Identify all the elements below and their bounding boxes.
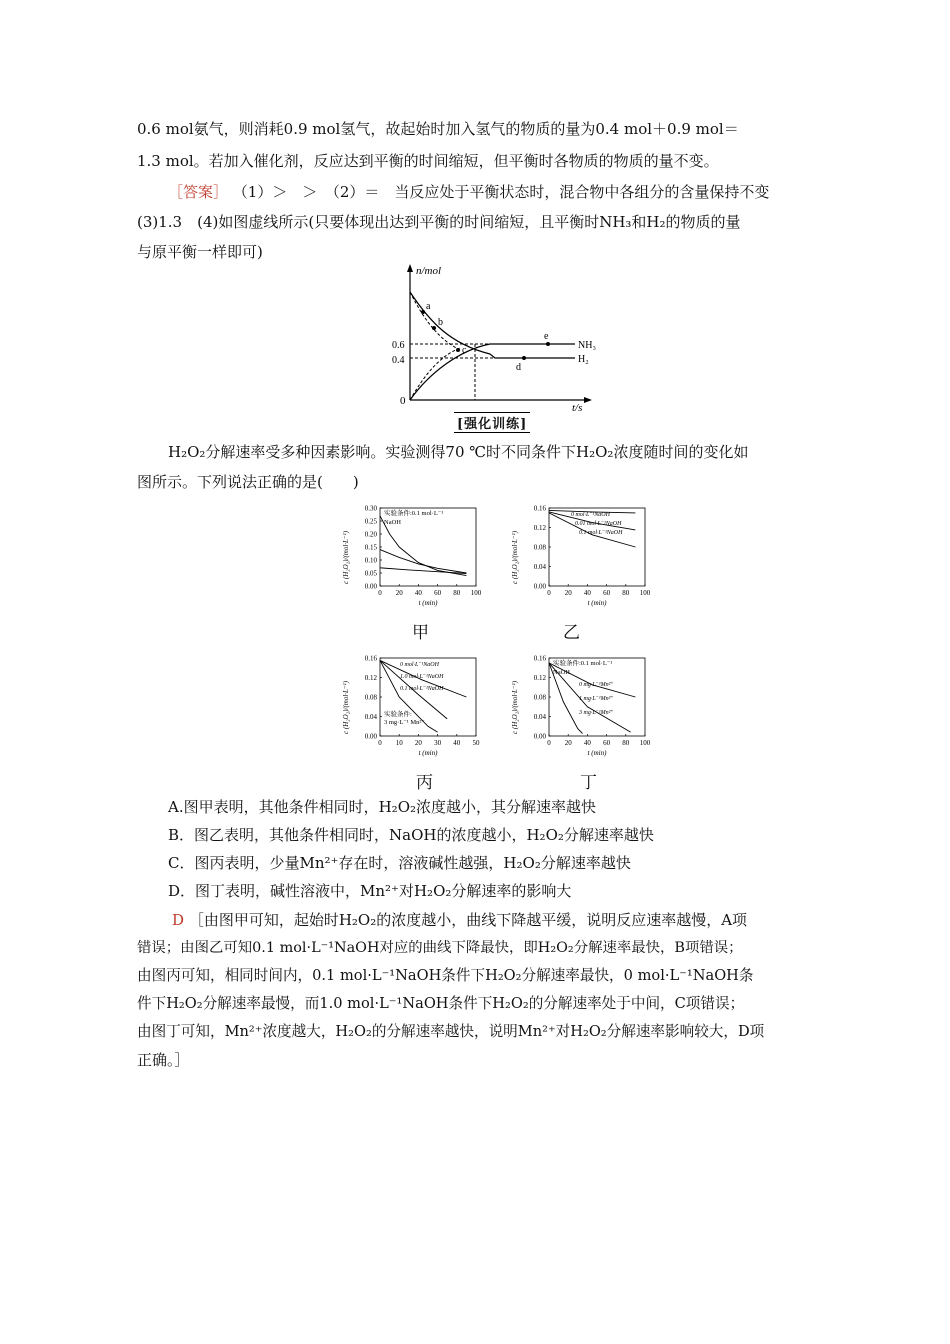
chart-ding — [505, 650, 655, 762]
annotation-text: NaOH — [384, 519, 401, 526]
eq-ytick-04: 0.4 — [392, 355, 405, 366]
answer-block — [168, 180, 769, 204]
eq-nh3-dashed — [410, 348, 460, 400]
legend-label: 3 mg·L⁻¹Mn²⁺ — [579, 710, 614, 716]
chart-bing — [336, 650, 486, 762]
solution-line-3: 由图丙可知，相同时间内，0.1 mol·L⁻¹NaOH条件下H₂O₂分解速率最快，0 mol·L⁻¹NaOH条 — [137, 967, 754, 984]
caption-ding: 丁 — [580, 773, 597, 793]
eq-label-b: b — [438, 317, 443, 328]
series-line-0 — [549, 663, 635, 697]
y-tick-label: 0.04 — [364, 713, 377, 721]
y-tick-label: 0.25 — [364, 517, 377, 526]
y-tick-label: 0.16 — [533, 504, 546, 513]
legend-label: 1 mg·L⁻¹Mn²⁺ — [579, 696, 614, 702]
series-line-1 — [380, 550, 466, 573]
x-tick-label: 0 — [547, 739, 551, 747]
section-tag: [ 强化训练 ] — [454, 412, 530, 433]
option-a: A.图甲表明，其他条件相同时，H₂O₂浓度越小，其分解速率越快 — [168, 798, 597, 816]
eq-point-a — [421, 310, 425, 314]
intro-line-1: 0.6 mol氨气，则消耗0.9 mol氢气，故起始时加入氢气的物质的量为0.4 mol＋0.9 mol＝ — [137, 120, 739, 138]
x-tick-label: 40 — [583, 739, 591, 747]
option-c: C．图丙表明，少量Mn²⁺存在时，溶液碱性越强，H₂O₂分解速率越快 — [168, 854, 631, 872]
legend-label: 1.0 mol·L⁻¹NaOH — [400, 674, 444, 680]
x-tick-label: 60 — [603, 589, 611, 597]
x-tick-label: 100 — [470, 589, 482, 597]
y-tick-label: 0.30 — [364, 504, 377, 513]
eq-series-nh3: NH₃ — [578, 340, 596, 351]
x-tick-label: 0 — [378, 739, 382, 747]
annotation-text: 实验条件:0.1 mol·L⁻¹ — [553, 660, 613, 667]
eq-h2-dashed — [410, 292, 460, 350]
x-tick-label: 0 — [547, 589, 551, 597]
annotation-text: 3 mg·L⁻¹ Mn²⁺ — [384, 719, 425, 726]
y-tick-label: 0.04 — [533, 713, 546, 721]
x-tick-label: 40 — [583, 589, 591, 597]
option-b: B．图乙表明，其他条件相同时，NaOH的浓度越小，H₂O₂分解速率越快 — [168, 826, 654, 844]
y-tick-label: 0.00 — [364, 732, 377, 741]
y-tick-label: 0.00 — [533, 582, 546, 591]
x-tick-label: 40 — [414, 589, 422, 597]
option-d: D．图丁表明，碱性溶液中，Mn²⁺对H₂O₂分解速率的影响大 — [168, 882, 572, 900]
y-tick-label: 0.10 — [364, 556, 377, 565]
x-tick-label: 40 — [453, 739, 461, 747]
x-tick-label: 20 — [414, 739, 422, 747]
x-tick-label: 10 — [395, 739, 403, 747]
intro-line-2: 1.3 mol。若加入催化剂，反应达到平衡的时间缩短，但平衡时各物质的物质的量不变。 — [137, 152, 719, 170]
y-tick-label: 0.05 — [364, 569, 377, 578]
x-tick-label: 60 — [603, 739, 611, 747]
y-tick-label: 0.16 — [364, 654, 377, 663]
y-axis-label: c (H₂O₂)/(mol·L⁻¹) — [511, 530, 519, 584]
x-tick-label: 60 — [434, 589, 442, 597]
y-tick-label: 0.00 — [364, 582, 377, 591]
eq-xlabel: t/s — [572, 402, 583, 412]
chart-yi — [505, 500, 655, 612]
annotation-text: 实验条件:0.1 mol·L⁻¹ — [384, 510, 444, 517]
caption-jia: 甲 — [412, 623, 429, 643]
caption-bing: 丙 — [416, 773, 433, 793]
question-line-2: 图所示。下列说法正确的是( ) — [137, 473, 359, 491]
legend-label: 0 mg·L⁻¹Mn²⁺ — [579, 682, 614, 688]
y-axis-label: c (H₂O₂)/(mol·L⁻¹) — [342, 530, 350, 584]
eq-origin: 0 — [400, 395, 406, 407]
x-tick-label: 80 — [622, 739, 630, 747]
y-axis-label: c (H₂O₂)/(mol·L⁻¹) — [511, 680, 519, 734]
caption-yi: 乙 — [563, 623, 580, 643]
x-tick-label: 20 — [564, 589, 572, 597]
x-axis-label: t (min) — [587, 749, 607, 757]
eq-nh3-curve — [410, 344, 575, 400]
eq-point-e — [546, 342, 550, 346]
solution-line-2: 错误；由图乙可知0.1 mol·L⁻¹NaOH对应的曲线下降最快，即H₂O₂分解速率最快，B项错误； — [137, 940, 743, 956]
y-tick-label: 0.12 — [533, 524, 546, 532]
answer-tag: ［答案］ — [168, 183, 229, 201]
y-tick-label: 0.20 — [364, 530, 377, 539]
x-axis-label: t (min) — [587, 599, 607, 607]
eq-ytick-06: 0.6 — [392, 340, 405, 351]
annotation-text: 实验条件: — [384, 711, 412, 718]
eq-label-c: c — [462, 345, 467, 356]
eq-ylabel: n/mol — [416, 265, 442, 277]
eq-point-d — [522, 356, 526, 360]
question-line-1: H₂O₂分解速率受多种因素影响。实验测得70 ℃时不同条件下H₂O₂浓度随时间的变化如 — [168, 443, 749, 461]
y-tick-label: 0.08 — [533, 693, 546, 702]
legend-label: 0.1 mol·L⁻¹NaOH — [579, 530, 623, 536]
solution-answer-letter: D — [172, 911, 185, 929]
y-axis-label: c (H₂O₂)/(mol·L⁻¹) — [342, 680, 350, 734]
eq-x-arrow — [584, 397, 592, 403]
y-tick-label: 0.12 — [364, 674, 377, 682]
answer-line-3: 与原平衡一样即可) — [137, 243, 263, 261]
x-tick-label: 100 — [639, 589, 651, 597]
legend-label: 0 mol·L⁻¹NaOH — [571, 512, 610, 518]
annotation-text: NaOH — [553, 669, 570, 676]
eq-h2-curve — [410, 292, 575, 358]
x-tick-label: 0 — [378, 589, 382, 597]
y-tick-label: 0.04 — [533, 563, 546, 571]
eq-series-h2: H₂ — [578, 354, 589, 365]
solution-line-6: 正确。］ — [137, 1051, 190, 1069]
legend-label: 0 mol·L⁻¹NaOH — [400, 662, 439, 668]
y-tick-label: 0.08 — [533, 543, 546, 552]
x-tick-label: 80 — [453, 589, 461, 597]
legend-label: 0.01 mol·L⁻¹NaOH — [575, 521, 622, 527]
x-tick-label: 30 — [434, 739, 442, 747]
solution-line-5: 由图丁可知，Mn²⁺浓度越大，H₂O₂的分解速率越快，说明Mn²⁺对H₂O₂分解速率影响较大，D项 — [137, 1023, 765, 1040]
x-tick-label: 20 — [564, 739, 572, 747]
eq-label-a: a — [426, 301, 431, 312]
x-tick-label: 100 — [639, 739, 651, 747]
x-tick-label: 50 — [472, 739, 480, 747]
eq-point-b — [432, 326, 436, 330]
solution-line-4: 件下H₂O₂分解速率最慢，而1.0 mol·L⁻¹NaOH条件下H₂O₂的分解速率处于中间，C项错误； — [137, 995, 745, 1012]
answer-line-2: (3)1.3 (4)如图虚线所示(只要体现出达到平衡的时间缩短，且平衡时NH₃和H₂的物质的量 — [137, 213, 741, 231]
solution-line-1: ［由图甲可知，起始时H₂O₂的浓度越小，曲线下降越平缓，说明反应速率越慢，A项 — [188, 911, 748, 929]
x-tick-label: 80 — [622, 589, 630, 597]
x-tick-label: 20 — [395, 589, 403, 597]
answer-line-1: （1）＞ ＞ （2）＝ 当反应处于平衡状态时，混合物中各组分的含量保持不变 — [232, 183, 770, 201]
eq-point-c — [456, 348, 460, 352]
eq-label-d: d — [516, 362, 521, 373]
y-tick-label: 0.08 — [364, 693, 377, 702]
legend-label: 0.1 mol·L⁻¹NaOH — [400, 686, 444, 692]
x-axis-label: t (min) — [418, 599, 438, 607]
y-tick-label: 0.12 — [533, 674, 546, 682]
chart-jia — [336, 500, 486, 612]
eq-y-arrow — [407, 264, 413, 272]
x-axis-label: t (min) — [418, 749, 438, 757]
y-tick-label: 0.16 — [533, 654, 546, 663]
equilibrium-chart — [370, 262, 610, 412]
eq-label-e: e — [544, 331, 549, 342]
y-tick-label: 0.00 — [533, 732, 546, 741]
y-tick-label: 0.15 — [364, 543, 377, 552]
solution-line-1-wrap — [172, 908, 747, 932]
